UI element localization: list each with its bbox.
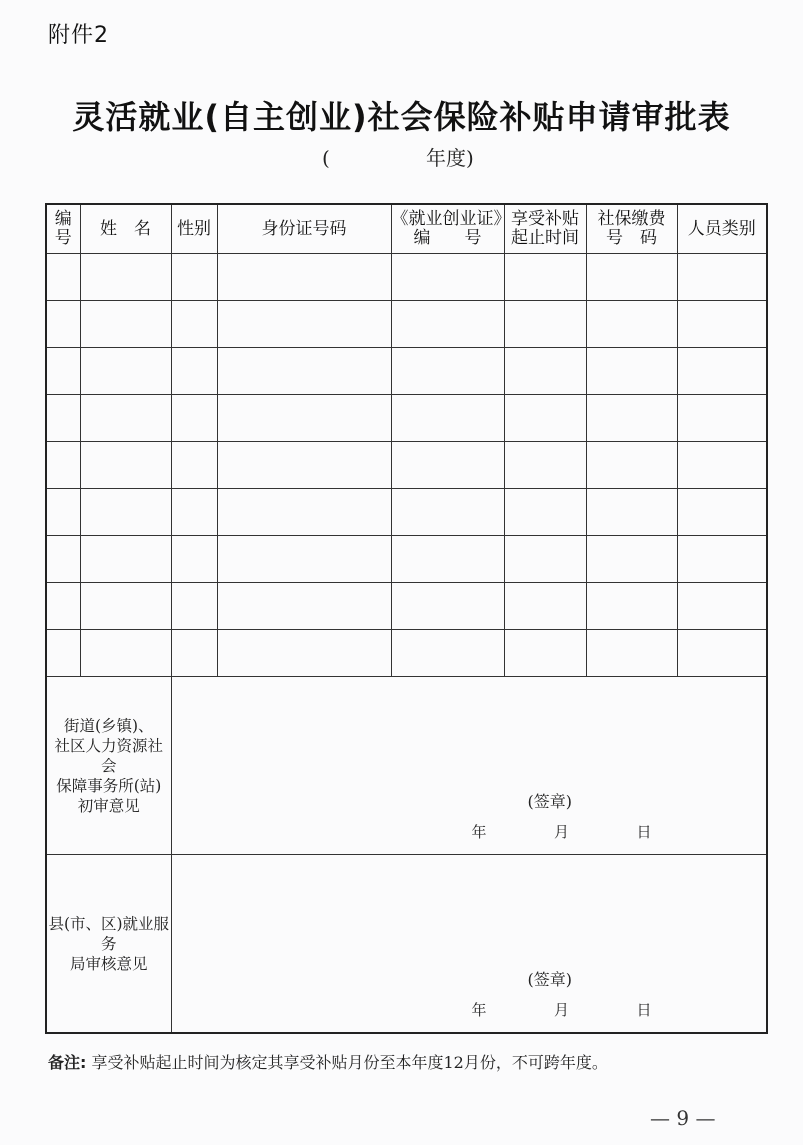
table-row xyxy=(46,583,767,630)
cell-id-number[interactable] xyxy=(217,301,391,348)
cell-person-category[interactable] xyxy=(677,442,767,489)
cell-social-security-number[interactable] xyxy=(586,630,677,677)
initial-review-date: 年 月 日 xyxy=(471,823,652,841)
cell-number[interactable] xyxy=(46,536,80,583)
table-row xyxy=(46,489,767,536)
cell-person-category[interactable] xyxy=(677,630,767,677)
cell-gender[interactable] xyxy=(171,536,217,583)
header-social-security-number: 社保缴费 号 码 xyxy=(586,204,677,254)
cell-person-category[interactable] xyxy=(677,254,767,301)
header-gender: 性别 xyxy=(171,204,217,254)
initial-review-field[interactable] xyxy=(171,677,767,855)
cell-gender[interactable] xyxy=(171,630,217,677)
county-review-label: 县(市、区)就业服务 局审核意见 xyxy=(46,855,171,1034)
cell-gender[interactable] xyxy=(171,489,217,536)
application-table xyxy=(45,203,768,1034)
cell-subsidy-period[interactable] xyxy=(504,254,586,301)
table-header-row xyxy=(46,204,767,254)
cell-name[interactable] xyxy=(80,254,171,301)
cell-subsidy-period[interactable] xyxy=(504,442,586,489)
cell-gender[interactable] xyxy=(171,442,217,489)
cell-subsidy-period[interactable] xyxy=(504,583,586,630)
cell-id-number[interactable] xyxy=(217,630,391,677)
cell-social-security-number[interactable] xyxy=(586,536,677,583)
cell-employment-cert-number[interactable] xyxy=(391,348,504,395)
cell-subsidy-period[interactable] xyxy=(504,489,586,536)
cell-number[interactable] xyxy=(46,630,80,677)
cell-social-security-number[interactable] xyxy=(586,583,677,630)
remark xyxy=(48,1050,608,1073)
cell-name[interactable] xyxy=(80,489,171,536)
attachment-label: 附件2 xyxy=(48,23,109,48)
county-review-date: 年 月 日 xyxy=(471,1001,652,1019)
cell-id-number[interactable] xyxy=(217,254,391,301)
cell-social-security-number[interactable] xyxy=(586,348,677,395)
cell-employment-cert-number[interactable] xyxy=(391,254,504,301)
cell-name[interactable] xyxy=(80,442,171,489)
initial-review-row xyxy=(46,677,767,855)
cell-number[interactable] xyxy=(46,442,80,489)
table-row xyxy=(46,301,767,348)
cell-name[interactable] xyxy=(80,630,171,677)
cell-social-security-number[interactable] xyxy=(586,301,677,348)
cell-id-number[interactable] xyxy=(217,442,391,489)
cell-subsidy-period[interactable] xyxy=(504,395,586,442)
cell-number[interactable] xyxy=(46,254,80,301)
remark-text: 享受补贴起止时间为核定其享受补贴月份至本年度12月份，不可跨年度。 xyxy=(91,1053,608,1072)
cell-name[interactable] xyxy=(80,583,171,630)
remark-label: 备注: xyxy=(48,1053,87,1072)
cell-person-category[interactable] xyxy=(677,583,767,630)
year-line xyxy=(322,142,474,171)
cell-number[interactable] xyxy=(46,489,80,536)
page-number: — 9 — xyxy=(650,1106,716,1130)
county-review-field[interactable] xyxy=(171,855,767,1034)
cell-subsidy-period[interactable] xyxy=(504,301,586,348)
cell-number[interactable] xyxy=(46,583,80,630)
county-review-seal: (签章) xyxy=(527,970,572,989)
header-subsidy-period: 享受补贴 起止时间 xyxy=(504,204,586,254)
year-label: 年度) xyxy=(426,146,474,170)
cell-social-security-number[interactable] xyxy=(586,489,677,536)
county-review-row xyxy=(46,855,767,1034)
cell-employment-cert-number[interactable] xyxy=(391,395,504,442)
cell-subsidy-period[interactable] xyxy=(504,536,586,583)
cell-employment-cert-number[interactable] xyxy=(391,583,504,630)
cell-name[interactable] xyxy=(80,348,171,395)
cell-id-number[interactable] xyxy=(217,395,391,442)
header-name: 姓 名 xyxy=(80,204,171,254)
cell-id-number[interactable] xyxy=(217,583,391,630)
cell-person-category[interactable] xyxy=(677,395,767,442)
cell-name[interactable] xyxy=(80,395,171,442)
year-open-paren: ( xyxy=(322,146,330,170)
cell-gender[interactable] xyxy=(171,583,217,630)
table-row xyxy=(46,254,767,301)
cell-number[interactable] xyxy=(46,348,80,395)
cell-id-number[interactable] xyxy=(217,536,391,583)
header-number: 编 号 xyxy=(46,204,80,254)
cell-person-category[interactable] xyxy=(677,301,767,348)
cell-number[interactable] xyxy=(46,395,80,442)
cell-employment-cert-number[interactable] xyxy=(391,442,504,489)
table-row xyxy=(46,442,767,489)
cell-name[interactable] xyxy=(80,536,171,583)
cell-gender[interactable] xyxy=(171,348,217,395)
cell-number[interactable] xyxy=(46,301,80,348)
cell-name[interactable] xyxy=(80,301,171,348)
header-id-number: 身份证号码 xyxy=(217,204,391,254)
cell-id-number[interactable] xyxy=(217,348,391,395)
table-row xyxy=(46,348,767,395)
table-row xyxy=(46,395,767,442)
cell-social-security-number[interactable] xyxy=(586,395,677,442)
initial-review-label: 街道(乡镇)、 社区人力资源社会 保障事务所(站) 初审意见 xyxy=(46,677,171,855)
cell-id-number[interactable] xyxy=(217,489,391,536)
cell-person-category[interactable] xyxy=(677,348,767,395)
cell-employment-cert-number[interactable] xyxy=(391,630,504,677)
initial-review-seal: (签章) xyxy=(527,792,572,811)
cell-subsidy-period[interactable] xyxy=(504,348,586,395)
table-row xyxy=(46,536,767,583)
cell-social-security-number[interactable] xyxy=(586,442,677,489)
header-employment-cert-number: 《就业创业证》 编 号 xyxy=(391,204,504,254)
cell-person-category[interactable] xyxy=(677,536,767,583)
cell-gender[interactable] xyxy=(171,254,217,301)
cell-employment-cert-number[interactable] xyxy=(391,489,504,536)
form-title: 灵活就业(自主创业)社会保险补贴申请审批表 xyxy=(72,98,731,136)
cell-gender[interactable] xyxy=(171,395,217,442)
cell-subsidy-period[interactable] xyxy=(504,630,586,677)
cell-employment-cert-number[interactable] xyxy=(391,536,504,583)
cell-social-security-number[interactable] xyxy=(586,254,677,301)
cell-employment-cert-number[interactable] xyxy=(391,301,504,348)
cell-gender[interactable] xyxy=(171,301,217,348)
cell-person-category[interactable] xyxy=(677,489,767,536)
table-row xyxy=(46,630,767,677)
header-person-category: 人员类别 xyxy=(677,204,767,254)
